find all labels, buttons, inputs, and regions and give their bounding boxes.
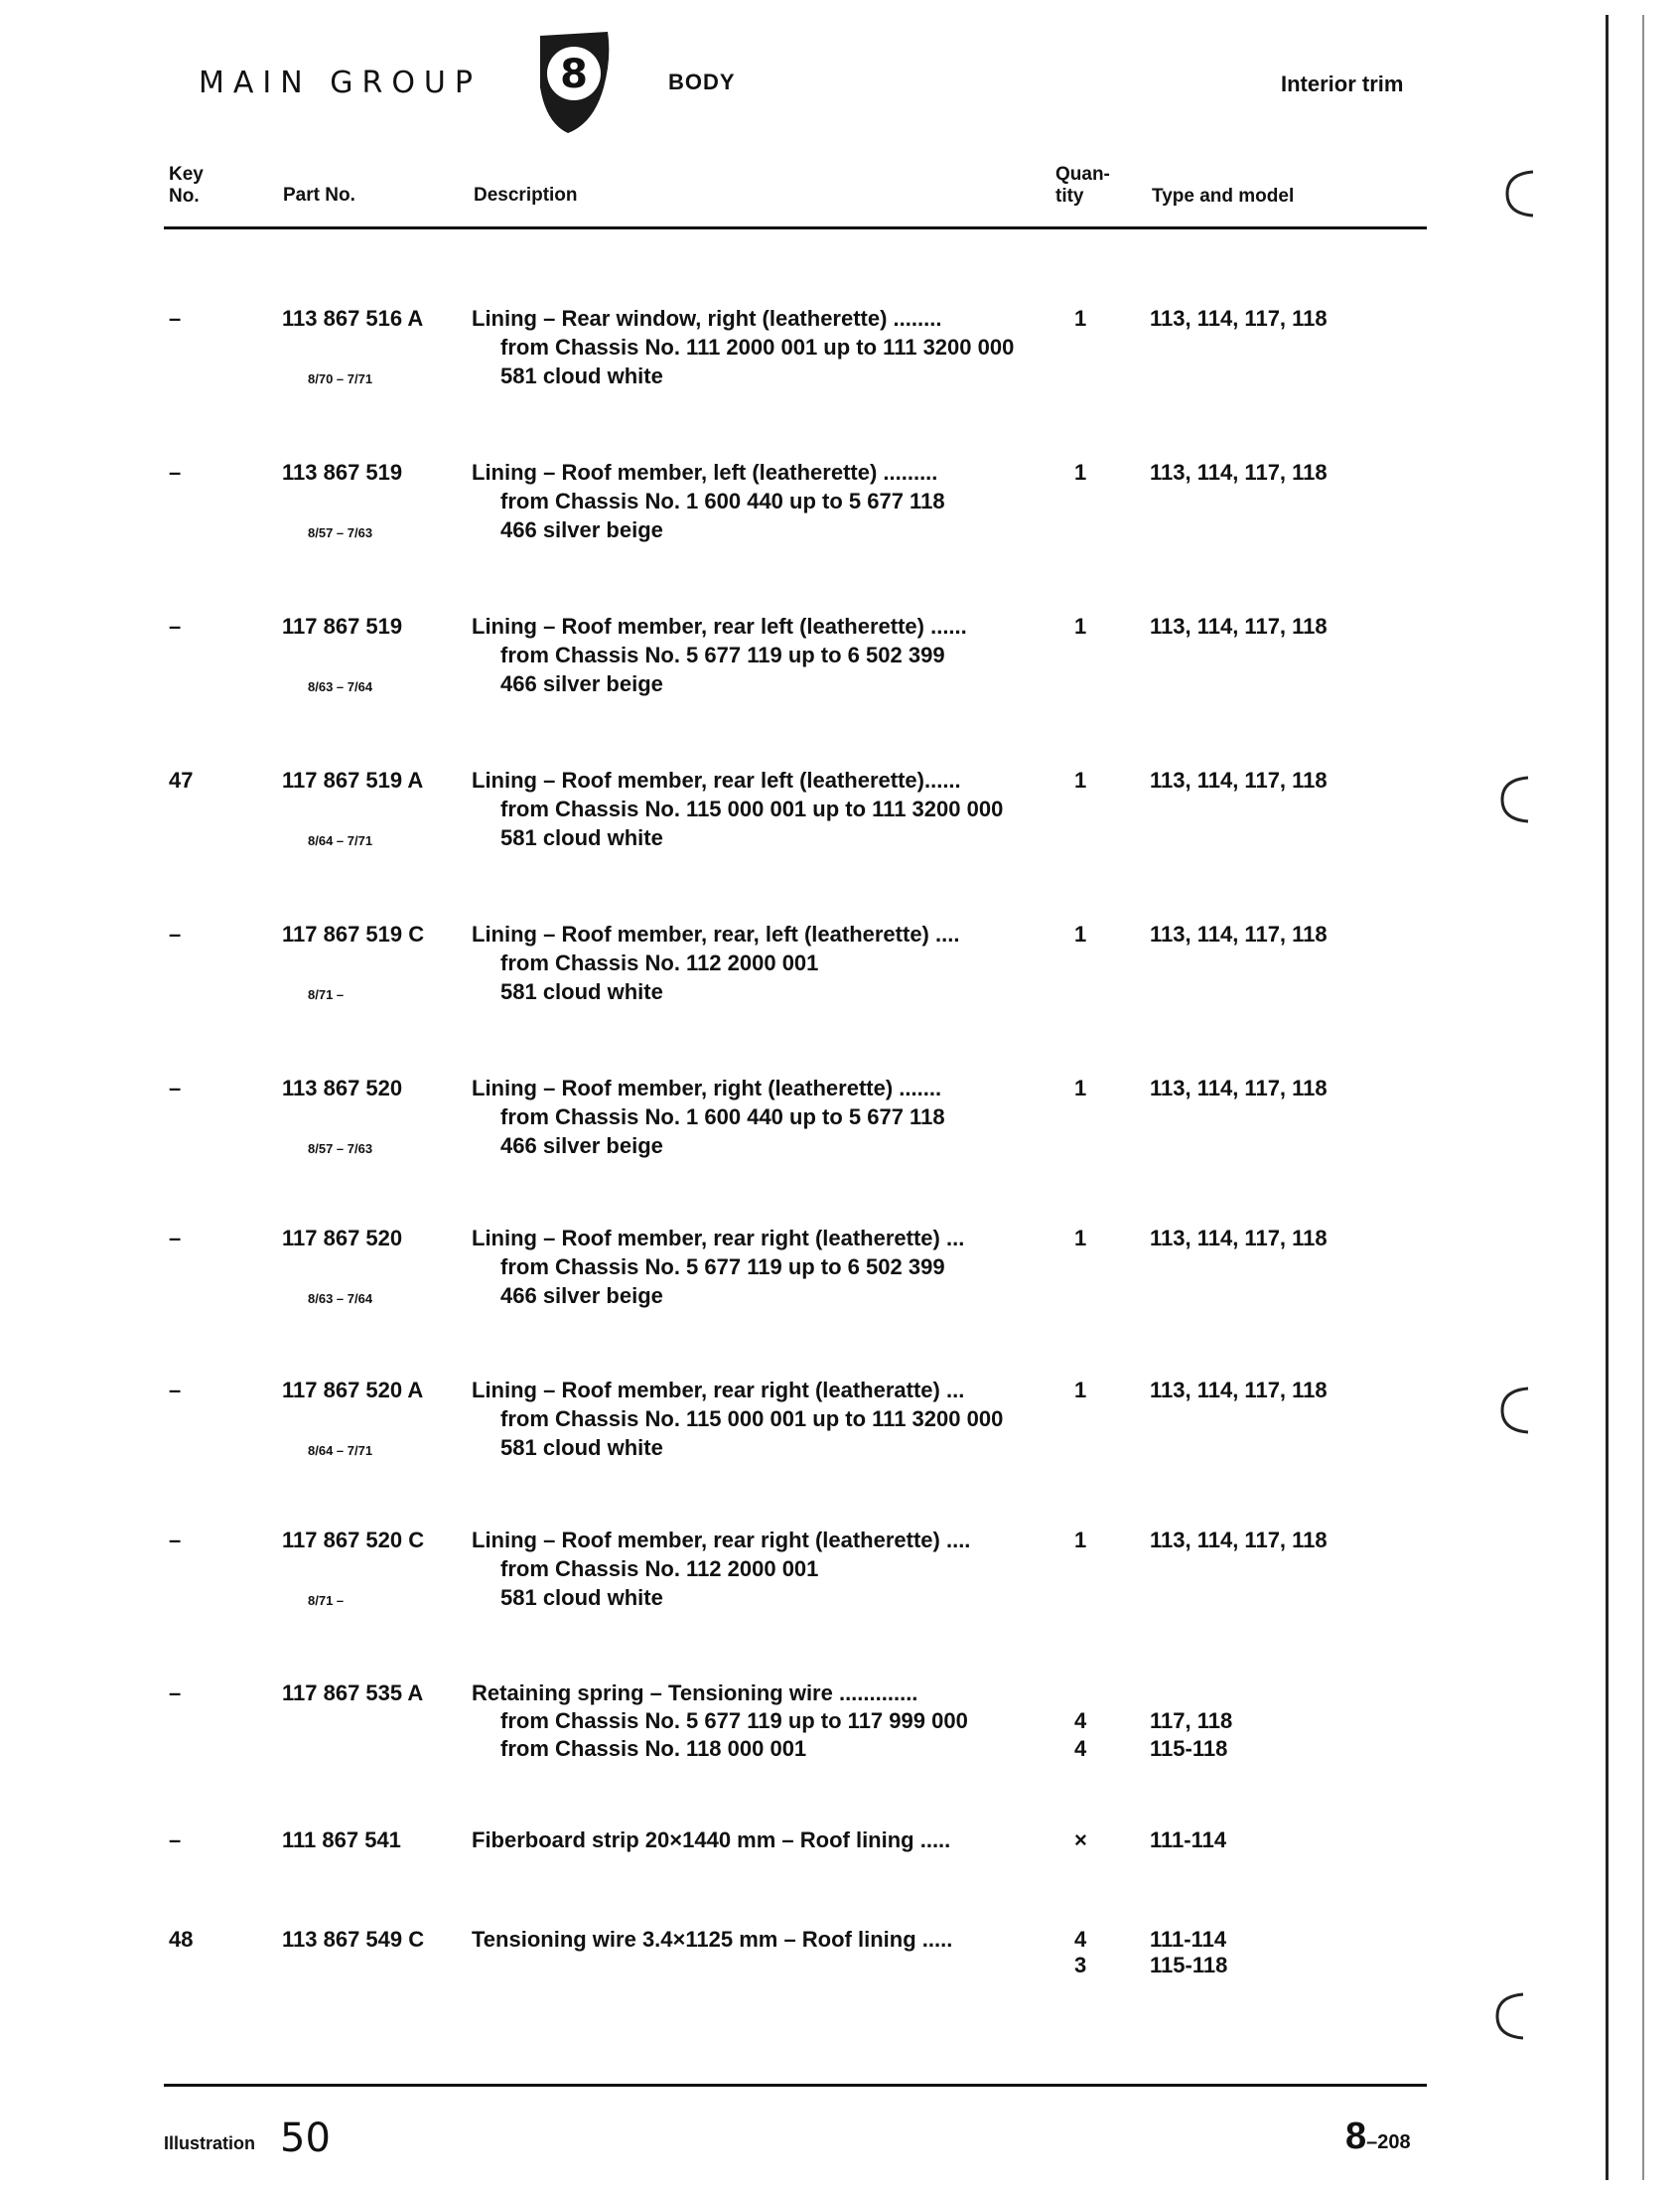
quantity: 4 [1074, 1708, 1087, 1733]
col-key-no: Key No. [169, 164, 204, 207]
group-number: 8 [560, 52, 588, 97]
part-no: 117 867 520 C [282, 1528, 425, 1552]
quantity: 1 [1074, 768, 1087, 793]
part-no: 113 867 549 C [282, 1927, 425, 1952]
quantity: 1 [1074, 1076, 1087, 1100]
page-main: 8 [1345, 2116, 1367, 2157]
part-no: 117 867 520 A [282, 1378, 424, 1402]
subsection-title: Interior trim [1281, 72, 1404, 96]
part-no: 117 867 519 C [282, 922, 425, 947]
quantity: 3 [1074, 1953, 1087, 1977]
part-no: 117 867 520 [282, 1226, 403, 1250]
description: Lining – Roof member, right (leatherette) ....... [472, 1076, 942, 1100]
description: Lining – Roof member, rear right (leatherette) ... [472, 1226, 965, 1250]
quantity: 4 [1074, 1927, 1087, 1952]
type-model: 113, 114, 117, 118 [1150, 1378, 1328, 1402]
quantity: 1 [1074, 306, 1087, 331]
punch-hole-icon [1494, 1381, 1534, 1440]
type-model: 117, 118 [1150, 1708, 1233, 1733]
key-no: 47 [169, 768, 194, 793]
colour: 466 silver beige [500, 671, 663, 696]
col-description: Description [474, 185, 578, 206]
page-number [1345, 2116, 1411, 2158]
chassis-range: from Chassis No. 5 677 119 up to 117 999 000 [500, 1708, 968, 1733]
part-entry [0, 1927, 1430, 2076]
key-no: – [169, 922, 182, 947]
key-no: – [169, 1528, 182, 1552]
chassis-range: from Chassis No. 1 600 440 up to 5 677 118 [500, 1104, 945, 1129]
part-entry [0, 460, 1430, 609]
description: Retaining spring – Tensioning wire ............. [472, 1680, 918, 1705]
part-no: 113 867 516 A [282, 306, 424, 331]
part-entry [0, 1226, 1430, 1375]
description: Lining – Roof member, rear right (leatherette) .... [472, 1528, 971, 1552]
type-model: 111-114 [1150, 1827, 1227, 1852]
group-badge [534, 28, 614, 137]
quantity: 1 [1074, 922, 1087, 947]
colour: 581 cloud white [500, 825, 663, 850]
part-entry [0, 1528, 1430, 1677]
part-entry [0, 922, 1430, 1071]
illustration-label: Illustration [164, 2133, 256, 2153]
part-entry [0, 768, 1430, 917]
description: Lining – Rear window, right (leatherette) ........ [472, 306, 942, 331]
part-no: 117 867 535 A [282, 1680, 424, 1705]
description: Lining – Roof member, left (leatherette) ......... [472, 460, 938, 485]
part-no: 113 867 519 [282, 460, 403, 485]
type-model: 113, 114, 117, 118 [1150, 614, 1328, 639]
footer-rule [164, 2084, 1427, 2087]
part-no: 111 867 541 [282, 1827, 401, 1852]
key-no: – [169, 1378, 182, 1402]
part-entry [0, 1680, 1430, 1829]
colour: 581 cloud white [500, 1435, 663, 1460]
quantity: 1 [1074, 614, 1087, 639]
type-model: 113, 114, 117, 118 [1150, 1528, 1328, 1552]
illustration-number: 50 [280, 2116, 331, 2161]
chassis-range: from Chassis No. 118 000 001 [500, 1736, 807, 1761]
chassis-range: from Chassis No. 1 600 440 up to 5 677 118 [500, 489, 945, 513]
description: Lining – Roof member, rear left (leatherette) ...... [472, 614, 967, 639]
date-range: 8/63 – 7/64 [308, 1291, 373, 1306]
chassis-range: from Chassis No. 111 2000 001 up to 111 3200 000 [500, 335, 1015, 360]
date-range: 8/64 – 7/71 [308, 833, 373, 848]
date-range: 8/57 – 7/63 [308, 525, 373, 540]
description: Lining – Roof member, rear right (leatheratte) ... [472, 1378, 965, 1402]
date-range: 8/57 – 7/63 [308, 1141, 373, 1156]
type-model: 113, 114, 117, 118 [1150, 306, 1328, 331]
binder-edge-inner [1642, 15, 1644, 2180]
key-no: – [169, 460, 182, 485]
type-model: 113, 114, 117, 118 [1150, 1076, 1328, 1100]
date-range: 8/64 – 7/71 [308, 1443, 373, 1458]
part-entry [0, 614, 1430, 763]
type-model: 115-118 [1150, 1736, 1228, 1761]
date-range: 8/63 – 7/64 [308, 679, 373, 694]
binder-edge [1606, 15, 1609, 2180]
colour: 581 cloud white [500, 979, 663, 1004]
quantity: × [1074, 1827, 1087, 1852]
colour: 581 cloud white [500, 1585, 663, 1610]
quantity: 1 [1074, 1378, 1087, 1402]
chassis-range: from Chassis No. 5 677 119 up to 6 502 399 [500, 1254, 945, 1279]
key-no: – [169, 1076, 182, 1100]
quantity: 4 [1074, 1736, 1087, 1761]
chassis-range: from Chassis No. 112 2000 001 [500, 1556, 819, 1581]
key-no: – [169, 1226, 182, 1250]
description: Tensioning wire 3.4×1125 mm – Roof lining ..... [472, 1927, 953, 1952]
description: Fiberboard strip 20×1440 mm – Roof lining ..... [472, 1827, 951, 1852]
quantity: 1 [1074, 1226, 1087, 1250]
date-range: 8/70 – 7/71 [308, 371, 373, 386]
type-model: 113, 114, 117, 118 [1150, 922, 1328, 947]
key-no: – [169, 614, 182, 639]
quantity: 1 [1074, 1528, 1087, 1552]
chassis-range: from Chassis No. 115 000 001 up to 111 3200 000 [500, 797, 1004, 821]
key-no: – [169, 1680, 182, 1705]
section-title: BODY [668, 70, 736, 94]
description: Lining – Roof member, rear left (leatherette)...... [472, 768, 961, 793]
part-entry [0, 1378, 1430, 1527]
colour: 466 silver beige [500, 1283, 663, 1308]
main-group-label: MAIN GROUP [199, 66, 482, 100]
type-model: 111-114 [1150, 1927, 1227, 1952]
colour: 466 silver beige [500, 1133, 663, 1158]
type-model: 113, 114, 117, 118 [1150, 1226, 1328, 1250]
col-type-model: Type and model [1152, 186, 1295, 207]
type-model: 115-118 [1150, 1953, 1228, 1977]
chassis-range: from Chassis No. 115 000 001 up to 111 3200 000 [500, 1406, 1004, 1431]
punch-hole-icon [1499, 164, 1539, 223]
punch-hole-icon [1489, 1986, 1529, 2046]
key-no: – [169, 306, 182, 331]
part-entry [0, 1076, 1430, 1225]
chassis-range: from Chassis No. 5 677 119 up to 6 502 399 [500, 643, 945, 667]
colour: 466 silver beige [500, 517, 663, 542]
description: Lining – Roof member, rear, left (leatherette) .... [472, 922, 960, 947]
type-model: 113, 114, 117, 118 [1150, 768, 1328, 793]
punch-hole-icon [1494, 770, 1534, 829]
colour: 581 cloud white [500, 364, 663, 388]
header-rule [164, 226, 1427, 229]
page-sub: –208 [1366, 2131, 1411, 2153]
key-no: – [169, 1827, 182, 1852]
part-entry [0, 306, 1430, 455]
col-quantity: Quan-tity [1055, 164, 1110, 207]
quantity: 1 [1074, 460, 1087, 485]
key-no: 48 [169, 1927, 194, 1952]
part-no: 117 867 519 A [282, 768, 424, 793]
col-part-no: Part No. [283, 185, 355, 206]
part-no: 117 867 519 [282, 614, 403, 639]
part-no: 113 867 520 [282, 1076, 403, 1100]
chassis-range: from Chassis No. 112 2000 001 [500, 950, 819, 975]
date-range: 8/71 – [308, 987, 345, 1002]
date-range: 8/71 – [308, 1593, 345, 1608]
type-model: 113, 114, 117, 118 [1150, 460, 1328, 485]
